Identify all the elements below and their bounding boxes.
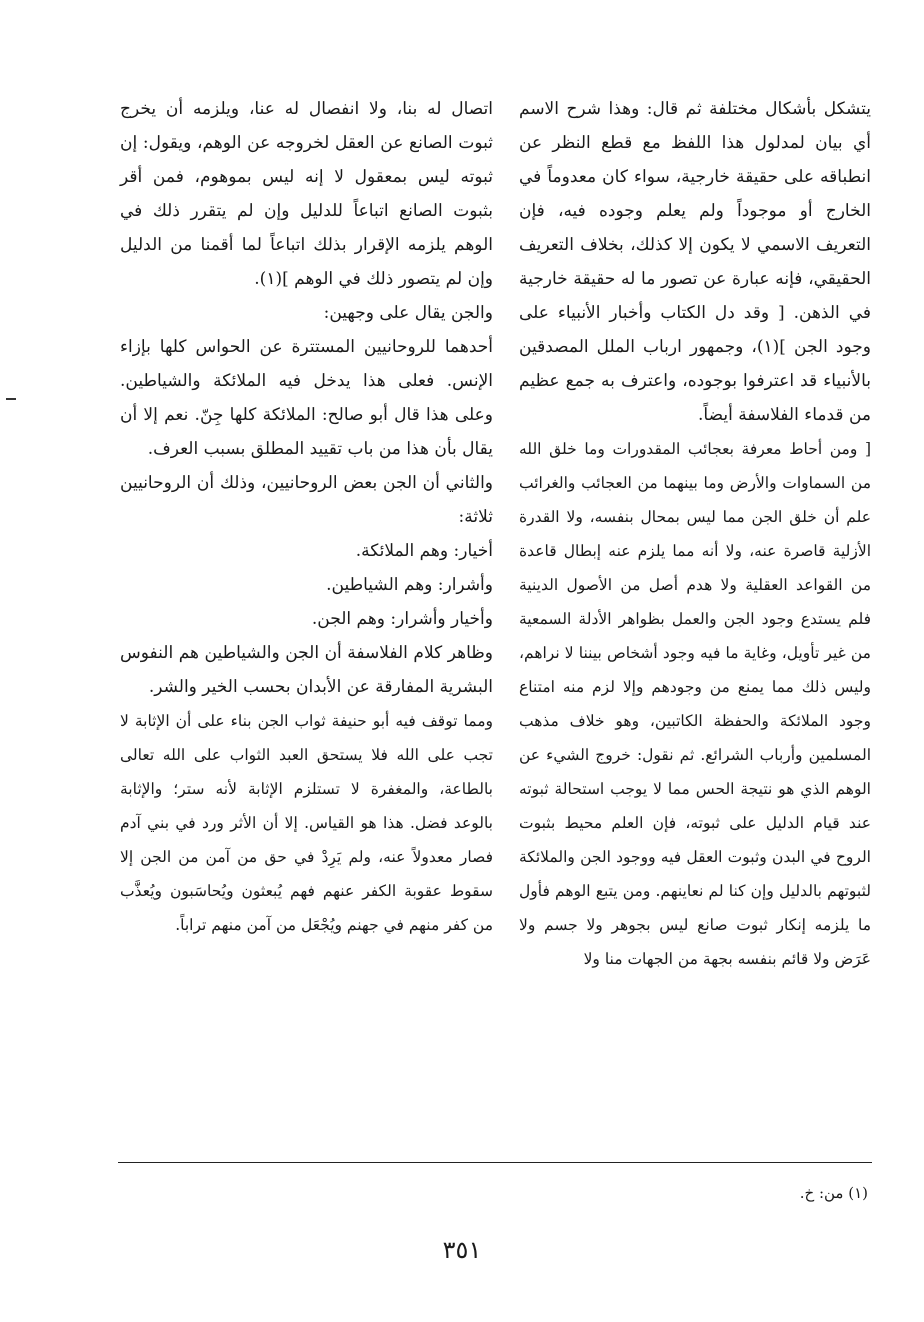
paragraph: وأخيار وأشرار: وهم الجن. bbox=[311, 609, 493, 629]
paragraph: وظاهر كلام الفلاسفة أن الجن والشياطين هم النفوس البشرية المفارقة عن الأبدان بحسب الخير والشر. bbox=[120, 643, 493, 697]
paragraph: [ ومن أحاط معرفة بعجائب المقدورات وما خلق الله من السماوات والأرض وما بينهما من العجائب والغرائب علم أن خلق الجن مما ليس بمحال بنفسه، ولا القدرة الأزلية قاصرة عنه، ولا أنه مما يلزم عنه إبطال قاعدة من القواعد العقلية ولا هدم أصل من الأصول الدينية فلم يستدع وجود الجن والعمل بظواهر الأدلة السمعية من غير تأويل، وغاية ما فيه وجود أشخاص بيننا لا نراهم، وليس ذلك مما يمنع من وجودهم وإلا لزم منه امتناع وجود الملائكة والحفظة الكاتبين، وهو خلاف مذهب المسلمين وأرباب الشرائع. ثم نقول: خروج الشيء عن الوهم الذي هو نتيجة الحس مما لا يوجب استحالة ثبوته عند قيام الدليل على ثبوته، فإن العلم محيط بثبوت الروح في البدن وثبوت العقل فيه ووجود الجن والملائكة لثبوتهم بالدليل وإن كنا لم نعاينهم. ومن يتبع الوهم فأول ما يلزمه إنكار ثبوت صانع ليس بجوهر ولا جسم ولا عَرَض ولا قائم بنفسه بجهة من الجهات منا ولا bbox=[519, 440, 871, 968]
paragraph: اتصال له بنا، ولا انفصال له عنا، ويلزمه أن يخرج ثبوت الصانع عن العقل لخروجه عن الوهم، ويقول: إن ثبوته ليس بمعقول لا إنه ليس بموهوم، فمن أقر بثبوت الصانع اتباعاً للدليل وإن لم يتقرر ذلك في الوهم يلزمه الإقرار بذلك اتباعاً لما أقمنا من الدليل وإن لم يتصور ذلك في الوهم ](١). bbox=[120, 99, 493, 289]
paragraph: يتشكل بأشكال مختلفة ثم قال: وهذا شرح الاسم أي بيان لمدلول هذا اللفظ مع قطع النظر عن انطباقه على حقيقة خارجية، سواء كان معدوماً في الخارج أو موجوداً ولم يعلم وجوده فيه، فإن التعريف الاسمي لا يكون إلا كذلك، بخلاف التعريف الحقيقي، فإنه عبارة عن تصور ما له حقيقة خارجية في الذهن. [ وقد دل الكتاب وأخبار الأنبياء على وجود الجن ](١)، وجمهور ارباب الملل المصدقين بالأنبياء قد اعترفوا بوجوده، واعترف به جمع عظيم من قدماء الفلاسفة أيضاً. bbox=[519, 99, 871, 425]
right-text-column bbox=[519, 92, 871, 976]
page-number: ٣٥١ bbox=[442, 1236, 482, 1264]
paragraph: أخيار: وهم الملائكة. bbox=[355, 541, 493, 561]
footnote: (١) من: خ. bbox=[799, 1184, 868, 1202]
paragraph: ومما توقف فيه أبو حنيفة ثواب الجن بناء على أن الإثابة لا تجب على الله فلا يستحق العبد الثواب على الله تعالى بالطاعة، والمغفرة لا تستلزم الإثابة لأنه ستر؛ والإثابة بالوعد فضل. هذا هو القياس. إلا أن الأثر ورد في بني آدم فصار معدولاً عنه، ولم يَرِدْ في حق من آمن من الجن إلا سقوط عقوبة الكفر عنهم فهم يُبعثون ويُحاسَبون ويُعذَّب من كفر منهم في جهنم ويُجْعَل من آمن منهم تراباً. bbox=[120, 712, 493, 934]
paragraph: وأشرار: وهم الشياطين. bbox=[326, 575, 493, 595]
paragraph: والثاني أن الجن بعض الروحانيين، وذلك أن الروحانيين ثلاثة: bbox=[120, 473, 493, 527]
paragraph: أحدهما للروحانيين المستترة عن الحواس كلها بإزاء الإنس. فعلى هذا يدخل فيه الملائكة والشياطين. وعلى هذا قال أبو صالح: الملائكة كلها جِنّ. نعم إلا أن يقال بأن هذا من باب تقييد المطلق بسبب العرف. bbox=[120, 337, 493, 459]
paragraph: والجن يقال على وجهين: bbox=[323, 303, 493, 323]
left-text-column bbox=[120, 92, 493, 942]
margin-tick bbox=[6, 398, 16, 400]
footnote-separator bbox=[118, 1162, 872, 1163]
